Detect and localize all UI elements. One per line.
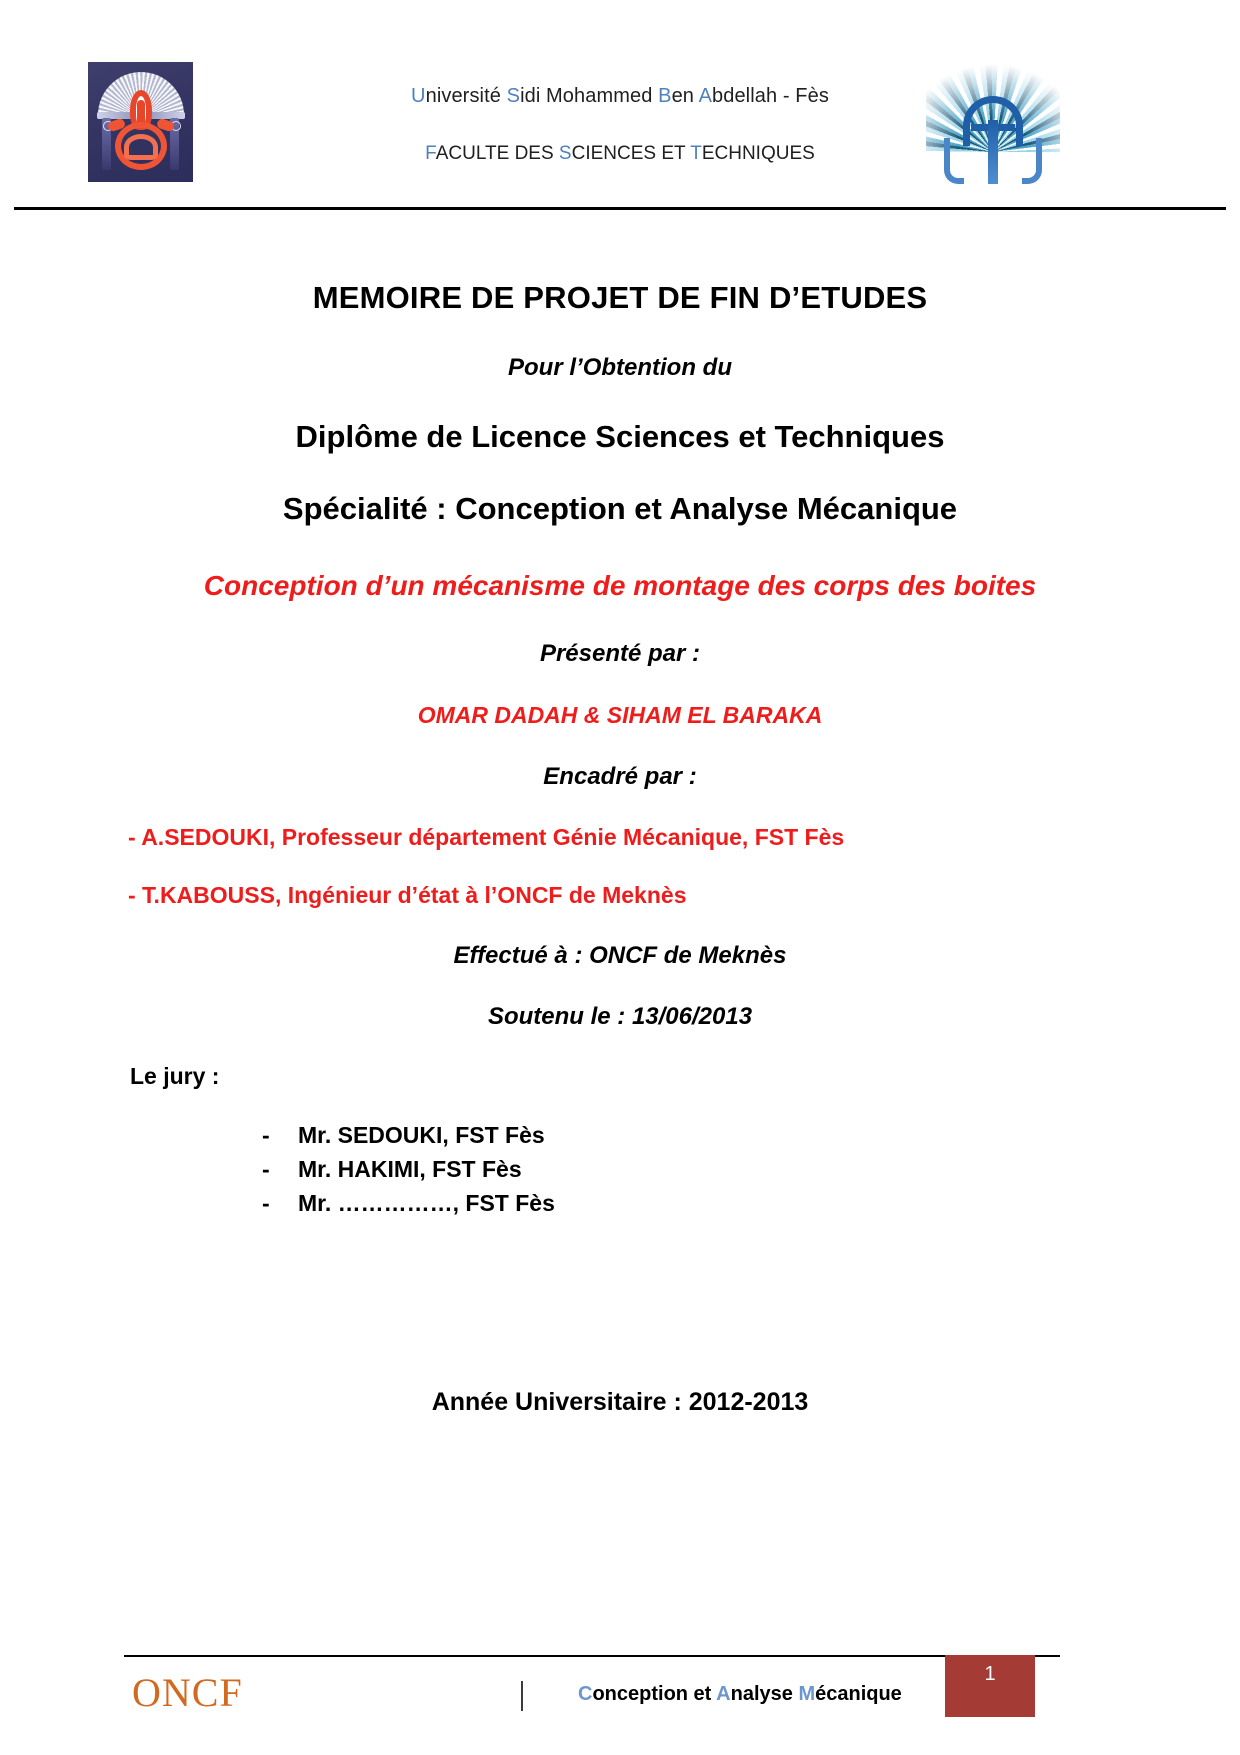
supervisor-1: - A.SEDOUKI, Professeur département Génie Mécanique, FST Fès xyxy=(128,824,845,850)
logo-leg-right xyxy=(1022,138,1042,184)
defense-date: Soutenu le : 13/06/2013 xyxy=(487,1003,753,1030)
subtitle-pour-obtention: Pour l’Obtention du xyxy=(508,354,732,381)
list-item xyxy=(258,1118,1240,1152)
header-text-block xyxy=(240,82,1000,168)
seal-swirl xyxy=(124,134,158,160)
authors: OMAR DADAH & SIHAM EL BARAKA xyxy=(417,702,823,728)
cover-content xyxy=(0,215,1240,1417)
jury-member-name: Mr. HAKIMI, FST Fès xyxy=(298,1156,522,1182)
supervisor-2: - T.KABOUSS, Ingénieur d’état à l’ONCF de Meknès xyxy=(128,882,687,908)
usmba-university-seal-icon xyxy=(88,62,193,182)
page-header xyxy=(0,0,1240,215)
supervised-by-label: Encadré par : xyxy=(543,763,697,790)
list-item xyxy=(258,1186,1240,1220)
jury-bullet: - xyxy=(262,1156,270,1182)
footer-specialty-text: Conception et Analyse Mécanique xyxy=(578,1683,902,1705)
jury-member-name: Mr. ……………, FST Fès xyxy=(298,1190,555,1216)
jury-bullet: - xyxy=(262,1190,270,1216)
jury-label: Le jury : xyxy=(130,1063,220,1089)
logo-stem xyxy=(988,120,998,184)
page-title: MEMOIRE DE PROJET DE FIN D’ETUDES xyxy=(312,280,928,315)
page-number: 1 xyxy=(984,1663,996,1685)
footer-divider xyxy=(124,1655,1060,1657)
header-divider xyxy=(14,207,1226,210)
page-number-badge xyxy=(945,1655,1035,1717)
academic-year: Année Universitaire : 2012-2013 xyxy=(431,1388,809,1416)
oncf-brand: ONCF xyxy=(132,1670,243,1715)
specialty-line: Spécialité : Conception et Analyse Mécanique xyxy=(282,491,958,526)
jury-member-name: Mr. SEDOUKI, FST Fès xyxy=(298,1122,545,1148)
jury-list xyxy=(0,1118,1240,1220)
list-item xyxy=(258,1152,1240,1186)
project-title: Conception d’un mécanisme de montage des corps des boites xyxy=(203,570,1037,601)
logo-leg-left xyxy=(944,138,964,184)
university-name: Université Sidi Mohammed Ben Abdellah - Fès xyxy=(411,85,829,107)
page-footer xyxy=(0,1655,1240,1755)
seal-calligraphy xyxy=(114,90,168,174)
fst-fes-logo-icon xyxy=(918,52,1068,192)
presented-by-label: Présenté par : xyxy=(539,640,701,667)
faculty-name: FACULTE DES SCIENCES ET TECHNIQUES xyxy=(425,143,815,164)
jury-bullet: - xyxy=(262,1122,270,1148)
diploma-name: Diplôme de Licence Sciences et Techniques xyxy=(295,419,945,454)
internship-location: Effectué à : ONCF de Meknès xyxy=(453,942,787,969)
footer-separator xyxy=(521,1681,523,1711)
